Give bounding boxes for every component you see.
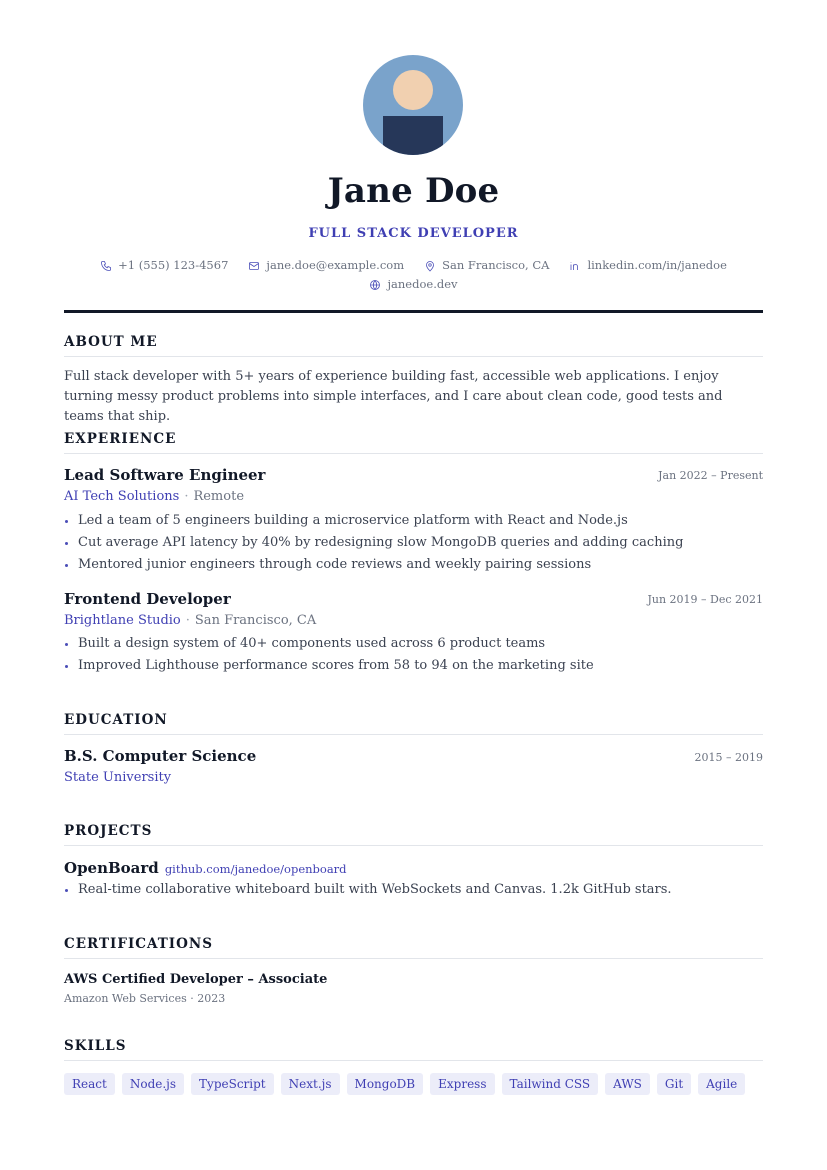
job-dates: Jan 2022 – Present: [658, 469, 763, 482]
certification-meta: Amazon Web Services · 2023: [64, 992, 226, 1005]
globe-icon: [369, 279, 381, 291]
contact-location: San Francisco, CA: [424, 256, 549, 275]
avatar: [363, 55, 463, 155]
list-item: Real-time collaborative whiteboard built with WebSockets and Canvas. 1.2k GitHub stars.: [64, 879, 763, 901]
linkedin-icon: [569, 260, 581, 272]
skill-chip: TypeScript: [191, 1073, 274, 1095]
section-heading-about: ABOUT ME: [64, 334, 763, 357]
contact-email[interactable]: jane.doe@example.com: [248, 256, 404, 275]
project-bullets: [64, 879, 763, 901]
skill-chip: Node.js: [122, 1073, 184, 1095]
phone-icon: [100, 260, 112, 272]
job-bullets: [64, 510, 763, 576]
company-name: AI Tech Solutions: [64, 489, 180, 504]
about-text: Full stack developer with 5+ years of experience building fast, accessible web applications. I enjoy turning messy product problems into simple interfaces, and I care about clean code, good tests and teams that ship.: [64, 369, 723, 424]
candidate-name: Jane Doe: [327, 171, 500, 211]
skills-list: [64, 1073, 745, 1095]
job-location: Remote: [193, 489, 245, 504]
job-title: Lead Software Engineer: [64, 466, 266, 484]
job-title-header: FULL STACK DEVELOPER: [308, 226, 519, 241]
skill-chip: Express: [430, 1073, 494, 1095]
section-heading-certifications: CERTIFICATIONS: [64, 936, 763, 959]
mail-icon: [248, 260, 260, 272]
section-heading-skills: SKILLS: [64, 1038, 763, 1061]
degree: B.S. Computer Science: [64, 747, 257, 765]
list-item: Improved Lighthouse performance scores from 58 to 94 on the marketing site: [64, 655, 763, 677]
list-item: Led a team of 5 engineers building a microservice platform with React and Node.js: [64, 510, 763, 532]
skill-chip: Tailwind CSS: [502, 1073, 599, 1095]
education-dates: 2015 – 2019: [694, 751, 763, 764]
location-pin-icon: [424, 260, 436, 272]
skill-chip: MongoDB: [347, 1073, 424, 1095]
job-company: AI Tech Solutions · Remote: [64, 489, 245, 504]
skill-chip: AWS: [605, 1073, 650, 1095]
project-title: [64, 859, 347, 877]
job-location: San Francisco, CA: [194, 613, 317, 628]
avatar-body: [383, 116, 443, 155]
job-company: Brightlane Studio · San Francisco, CA: [64, 613, 317, 628]
avatar-head: [393, 70, 433, 110]
skill-chip: Next.js: [281, 1073, 340, 1095]
list-item: Built a design system of 40+ components used across 6 product teams: [64, 633, 763, 655]
section-heading-experience: EXPERIENCE: [64, 431, 763, 454]
section-heading-education: EDUCATION: [64, 712, 763, 735]
job-dates: Jun 2019 – Dec 2021: [647, 593, 763, 606]
project-link[interactable]: github.com/janedoe/openboard: [164, 862, 347, 876]
job-title: Frontend Developer: [64, 590, 231, 608]
contact-phone[interactable]: +1 (555) 123-4567: [100, 256, 228, 275]
skill-chip: Agile: [698, 1073, 745, 1095]
project-name: OpenBoard: [64, 859, 159, 877]
skill-chip: React: [64, 1073, 115, 1095]
contact-linkedin[interactable]: linkedin.com/in/janedoe: [569, 256, 726, 275]
contact-website[interactable]: janedoe.dev: [369, 275, 457, 294]
section-heading-projects: PROJECTS: [64, 823, 763, 846]
skill-chip: Git: [657, 1073, 691, 1095]
company-name: Brightlane Studio: [64, 613, 181, 628]
school-name: State University: [64, 770, 172, 785]
list-item: Cut average API latency by 40% by redesigning slow MongoDB queries and adding caching: [64, 532, 763, 554]
certification-name: AWS Certified Developer – Associate: [64, 972, 328, 987]
header-divider: [64, 310, 763, 313]
job-bullets: [64, 633, 763, 677]
list-item: Mentored junior engineers through code reviews and weekly pairing sessions: [64, 554, 763, 576]
contact-info: [0, 256, 827, 294]
